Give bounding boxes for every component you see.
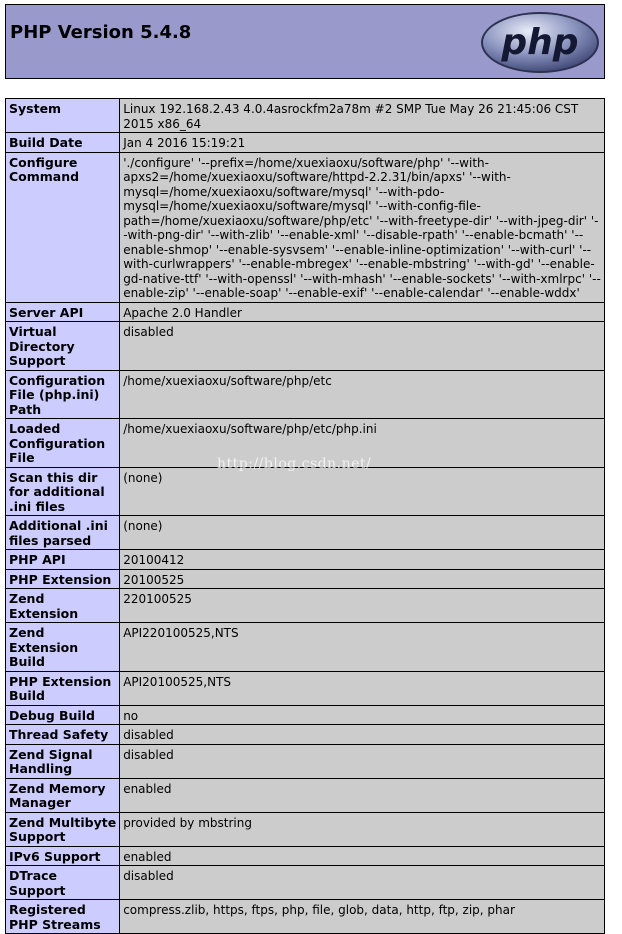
info-row-scan-dir — [6, 467, 605, 516]
info-row-registered-php-streams — [6, 900, 605, 934]
info-value: (none) — [120, 467, 605, 516]
info-row-system — [6, 99, 605, 133]
info-value: Apache 2.0 Handler — [120, 302, 605, 322]
info-value: disabled — [120, 322, 605, 371]
info-key: IPv6 Support — [6, 846, 120, 866]
info-value: compress.zlib, https, ftps, php, file, glob, data, http, ftp, zip, phar — [120, 900, 605, 934]
info-key: Zend Memory Manager — [6, 778, 120, 812]
php-info-table — [5, 98, 605, 934]
info-key: Zend Extension — [6, 589, 120, 623]
info-value: disabled — [120, 744, 605, 778]
info-key: Virtual Directory Support — [6, 322, 120, 371]
info-value: Jan 4 2016 15:19:21 — [120, 133, 605, 153]
info-key: Registered PHP Streams — [6, 900, 120, 934]
info-value: /home/xuexiaoxu/software/php/etc/php.ini — [120, 419, 605, 468]
info-row-debug-build — [6, 705, 605, 725]
info-row-php-api — [6, 550, 605, 570]
info-value: enabled — [120, 778, 605, 812]
info-value: (none) — [120, 516, 605, 550]
info-key: Additional .ini files parsed — [6, 516, 120, 550]
info-value: 20100525 — [120, 569, 605, 589]
info-key: Server API — [6, 302, 120, 322]
info-key: Scan this dir for additional .ini files — [6, 467, 120, 516]
info-value: Linux 192.168.2.43 4.0.4asrockfm2a78m #2 SMP Tue May 26 21:45:06 CST 2015 x86_64 — [120, 99, 605, 133]
info-value: provided by mbstring — [120, 812, 605, 846]
info-row-thread-safety — [6, 725, 605, 745]
info-key: Zend Signal Handling — [6, 744, 120, 778]
info-key: PHP Extension Build — [6, 671, 120, 705]
info-row-dtrace-support — [6, 866, 605, 900]
info-key: Build Date — [6, 133, 120, 153]
info-row-configuration-file-path — [6, 370, 605, 419]
info-key: Loaded Configuration File — [6, 419, 120, 468]
info-value: disabled — [120, 866, 605, 900]
info-value: /home/xuexiaoxu/software/php/etc — [120, 370, 605, 419]
info-row-build-date — [6, 133, 605, 153]
info-row-zend-multibyte-support — [6, 812, 605, 846]
info-key: Zend Extension Build — [6, 623, 120, 672]
page-title: PHP Version 5.4.8 — [10, 22, 192, 43]
info-row-zend-memory-manager — [6, 778, 605, 812]
info-key: System — [6, 99, 120, 133]
php-logo-icon — [480, 11, 600, 74]
info-value: disabled — [120, 725, 605, 745]
info-key: Configuration File (php.ini) Path — [6, 370, 120, 419]
info-row-configure-command — [6, 152, 605, 302]
watermark: http://blog.csdn.net/ — [217, 456, 372, 472]
info-row-ipv6-support — [6, 846, 605, 866]
info-value: API20100525,NTS — [120, 671, 605, 705]
info-row-php-extension — [6, 569, 605, 589]
info-row-php-extension-build — [6, 671, 605, 705]
info-key: Debug Build — [6, 705, 120, 725]
info-row-server-api — [6, 302, 605, 322]
page-header — [5, 4, 605, 79]
php-logo-text: php — [501, 22, 579, 63]
info-value: API220100525,NTS — [120, 623, 605, 672]
info-row-zend-signal-handling — [6, 744, 605, 778]
info-key: Thread Safety — [6, 725, 120, 745]
info-row-virtual-directory-support — [6, 322, 605, 371]
info-value: enabled — [120, 846, 605, 866]
info-value: './configure' '--prefix=/home/xuexiaoxu/software/php' '--with-apxs2=/home/xuexiaoxu/software/httpd-2.2.31/bin/apxs' '--with-mysql=/home/xuexiaoxu/software/mysql' '--with-pdo-mysql=/home/xuexiaoxu/software/mysql' '--with-config-file-path=/home/xuexiaoxu/software/php/etc' '--with-freetype-dir' '--with-jpeg-dir' '--with-png-dir' '--with-zlib' '--enable-xml' '--disable-rpath' '--enable-bcmath' '--enable-shmop' '--enable-sysvsem' '--enable-inline-optimization' '--with-curl' '--with-curlwrappers' '--enable-mbregex' '--enable-mbstring' '--with-gd' '--enable-gd-native-ttf' '--with-openssl' '--with-mhash' '--enable-sockets' '--with-xmlrpc' '--enable-zip' '--enable-soap' '--enable-exif' '--enable-calendar' '--enable-wddx' — [120, 152, 605, 302]
info-value: no — [120, 705, 605, 725]
info-row-zend-extension-build — [6, 623, 605, 672]
info-row-additional-ini-files — [6, 516, 605, 550]
info-key: PHP API — [6, 550, 120, 570]
info-key: PHP Extension — [6, 569, 120, 589]
info-key: DTrace Support — [6, 866, 120, 900]
info-key: Zend Multibyte Support — [6, 812, 120, 846]
info-key: Configure Command — [6, 152, 120, 302]
info-row-zend-extension — [6, 589, 605, 623]
info-value: 220100525 — [120, 589, 605, 623]
info-value: 20100412 — [120, 550, 605, 570]
